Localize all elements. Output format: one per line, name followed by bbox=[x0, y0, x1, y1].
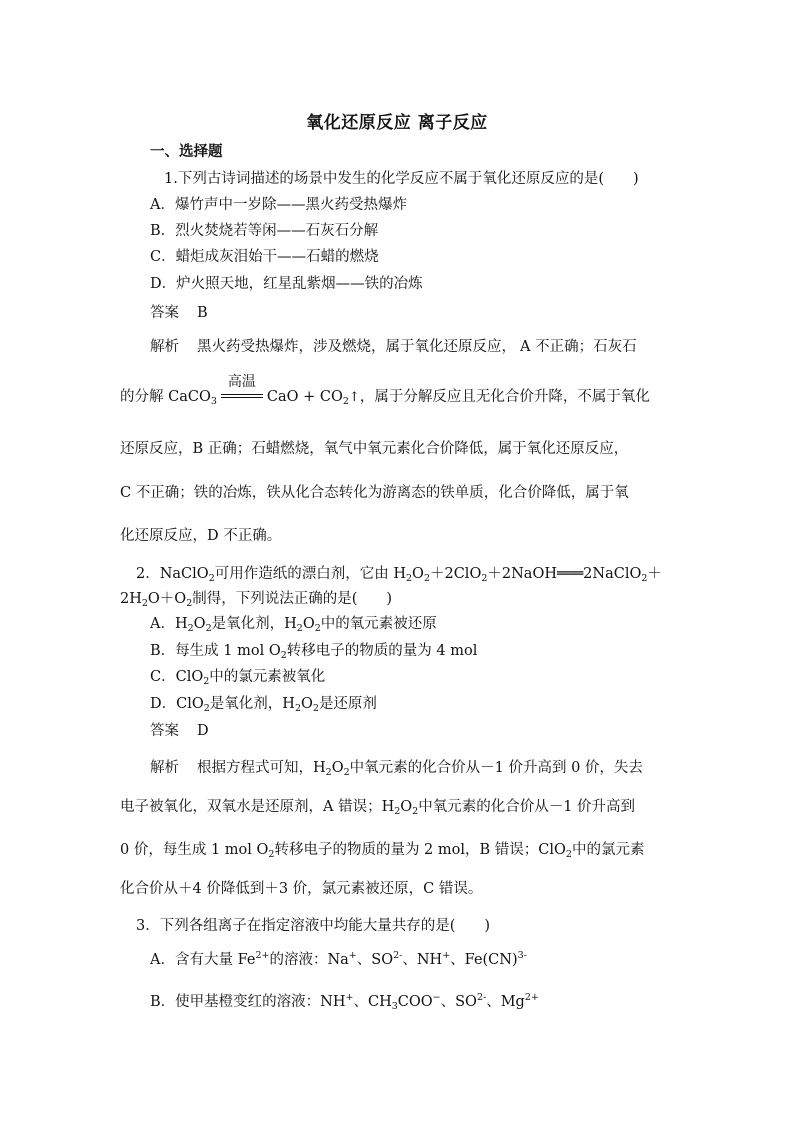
gas-arrow-icon: ↑ bbox=[348, 390, 360, 405]
q2-option-a: A．$H_2O_2$是氧化剂，$H_2O_2$中的氧元素被还原 bbox=[150, 616, 437, 634]
q2-analysis-line-4: 化合价从＋4 价降低到＋3 价，氯元素被还原，C 错误。 bbox=[120, 881, 483, 897]
q1-option-d: D．炉火照天地，红星乱紫烟——铁的冶炼 bbox=[150, 276, 423, 292]
page-title: 氧化还原反应 离子反应 bbox=[306, 113, 488, 133]
q2-analysis-line-2: 电子被氧化，双氧水是还原剂，A 错误；$H_2O_2$中氧元素的化合价从－1 价升高到 bbox=[120, 799, 636, 817]
analysis-label: 解析 bbox=[150, 339, 179, 355]
q1-analysis-line-1: 解析 黑火药受热爆炸，涉及燃烧，属于氧化还原反应， A 不正确；石灰石 bbox=[150, 339, 637, 355]
q3-option-b: B．使甲基橙变红的溶液：NH+、$CH_3COO^-$、$SO^{2-}$、$Mg^{2+}$ bbox=[150, 992, 539, 1012]
q2-option-b: B．每生成 1 mol $O_2$转移电子的物质的量为 4 mol bbox=[150, 643, 478, 661]
q2-option-c: C．ClO$_2$中的氯元素被氧化 bbox=[150, 669, 326, 687]
q1-answer bbox=[150, 306, 208, 321]
q2-stem-line-2: $2H_2O+O_2$制得，下列说法正确的是( ) bbox=[120, 591, 393, 609]
q1-option-b: B．烈火焚烧若等闲——石灰石分解 bbox=[150, 223, 379, 239]
q3-option-a: A．含有大量 $Fe^{2+}$的溶液：Na+、$SO^{2-}$、NH+、Fe(CN)$^{3-}$ bbox=[150, 950, 527, 968]
q1-option-c: C．蜡炬成灰泪始干——石蜡的燃烧 bbox=[150, 249, 379, 265]
chemical-equation: CaCO$_3$ 高温 CaO + $CO_2↑$ bbox=[168, 374, 360, 407]
q2-answer: 答案 D bbox=[150, 723, 209, 739]
q1-analysis-line-3: 还原反应，B 正确；石蜡燃烧，氧气中氧元素化合价降低，属于氧化还原反应， bbox=[120, 441, 629, 457]
reaction-condition: 高温 bbox=[221, 391, 263, 403]
q3-stem: 3．下列各组离子在指定溶液中均能大量共存的是( ) bbox=[136, 918, 491, 934]
q2-option-d: D．ClO$_2$是氧化剂，$H_2O_2$是还原剂 bbox=[150, 696, 377, 714]
q1-option-a: A．爆竹声中一岁除——黑火药受热爆炸 bbox=[150, 197, 407, 213]
q1-stem: 1.下列古诗词描述的场景中发生的化学反应不属于氧化还原反应的是( ) bbox=[164, 171, 639, 187]
q1-analysis-line-2: 的分解 CaCO$_3$ 高温 CaO + $CO_2↑$，属于分解反应且无化合价升降，不属于氧化 bbox=[120, 374, 650, 407]
q2-analysis-line-1: 解析 根据方程式可知，$H_2O_2$中氧元素的化合价从－1 价升高到 0 价，失去 bbox=[150, 760, 643, 778]
answer-value: B bbox=[197, 305, 208, 321]
q1-analysis-line-4: C 不正确；铁的冶炼，铁从化合态转化为游离态的铁单质，化合价降低，属于氧 bbox=[120, 485, 629, 501]
section-heading: 一、选择题 bbox=[150, 143, 223, 160]
q1-analysis-line-5: 化还原反应，D 不正确。 bbox=[120, 528, 282, 544]
q2-analysis-line-3: 0 价，每生成 1 mol $O_2$转移电子的物质的量为 2 mol，B 错误；ClO$_2$中的氯元素 bbox=[120, 842, 645, 860]
answer-label: 答案 bbox=[150, 305, 179, 321]
q2-stem-line-1: 2．NaClO$_2$可用作造纸的漂白剂，它由 $H_2O_2+2ClO_2+2NaOH═══2NaClO_2+$ bbox=[136, 566, 662, 584]
